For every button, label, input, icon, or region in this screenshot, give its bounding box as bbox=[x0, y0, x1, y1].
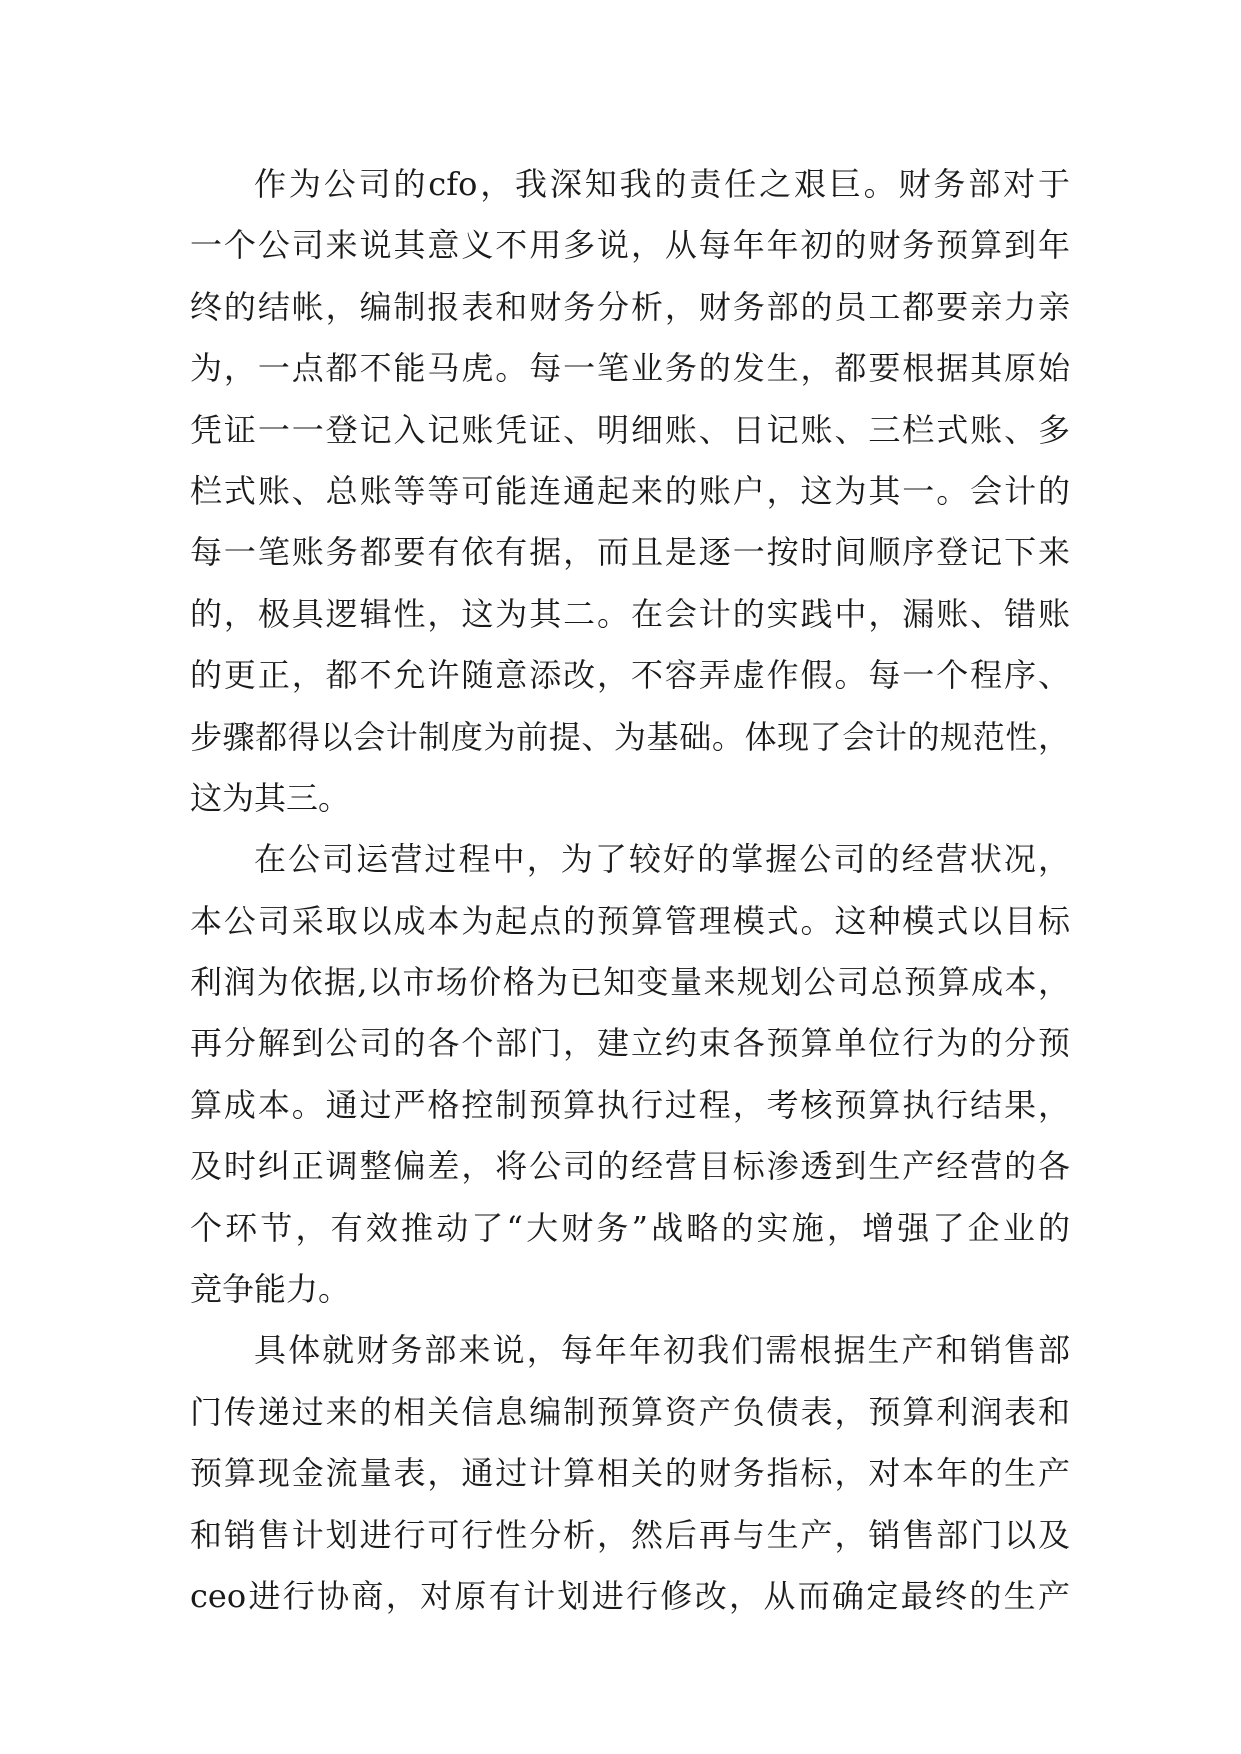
text-line: 作为公司的cfo，我深知我的责任之艰巨。财务部对于 bbox=[254, 165, 1070, 203]
text-line: 为，一点都不能马虎。每一笔业务的发生，都要根据其原始 bbox=[190, 349, 1070, 388]
text-line: ceo进行协商，对原有计划进行修改，从而确定最终的生产 bbox=[190, 1576, 1070, 1615]
text-line: 及时纠正调整偏差，将公司的经营目标渗透到生产经营的各 bbox=[190, 1147, 1070, 1186]
document-body bbox=[190, 154, 1070, 1627]
text-line: 凭证一一登记入记账凭证、明细账、日记账、三栏式账、多 bbox=[190, 410, 1070, 449]
text-line: 个环节，有效推动了“大财务”战略的实施，增强了企业的 bbox=[190, 1208, 1070, 1247]
paragraph-budget-management bbox=[190, 829, 1070, 1320]
text-line: 和销售计划进行可行性分析，然后再与生产，销售部门以及 bbox=[190, 1515, 1070, 1554]
text-line: 在公司运营过程中，为了较好的掌握公司的经营状况， bbox=[254, 840, 1070, 879]
text-line: 终的结帐，编制报表和财务分析，财务部的员工都要亲力亲 bbox=[190, 287, 1070, 326]
text-line: 预算现金流量表，通过计算相关的财务指标，对本年的生产 bbox=[190, 1454, 1070, 1493]
paragraph-cfo-responsibility bbox=[190, 154, 1070, 829]
text-line: 一个公司来说其意义不用多说，从每年年初的财务预算到年 bbox=[190, 226, 1070, 265]
text-line: 步骤都得以会计制度为前提、为基础。体现了会计的规范性， bbox=[190, 717, 1070, 756]
paragraph-finance-department bbox=[190, 1320, 1070, 1627]
text-line: 栏式账、总账等等可能连通起来的账户，这为其一。会计的 bbox=[190, 471, 1070, 510]
text-line: 的更正，都不允许随意添改，不容弄虚作假。每一个程序、 bbox=[190, 656, 1070, 695]
text-line: 每一笔账务都要有依有据，而且是逐一按时间顺序登记下来 bbox=[190, 533, 1070, 572]
text-line: 的，极具逻辑性，这为其二。在会计的实践中，漏账、错账 bbox=[190, 594, 1070, 633]
text-line: 竞争能力。 bbox=[190, 1270, 351, 1309]
text-line: 本公司采取以成本为起点的预算管理模式。这种模式以目标 bbox=[190, 901, 1070, 940]
text-line: 算成本。通过严格控制预算执行过程，考核预算执行结果， bbox=[190, 1085, 1070, 1124]
text-line: 再分解到公司的各个部门，建立约束各预算单位行为的分预 bbox=[190, 1024, 1070, 1063]
text-line: 利润为依据,以市场价格为已知变量来规划公司总预算成本， bbox=[190, 963, 1070, 1002]
text-line: 这为其三。 bbox=[190, 778, 351, 817]
text-line: 具体就财务部来说，每年年初我们需根据生产和销售部 bbox=[254, 1331, 1070, 1370]
text-line: 门传递过来的相关信息编制预算资产负债表，预算利润表和 bbox=[190, 1392, 1070, 1431]
